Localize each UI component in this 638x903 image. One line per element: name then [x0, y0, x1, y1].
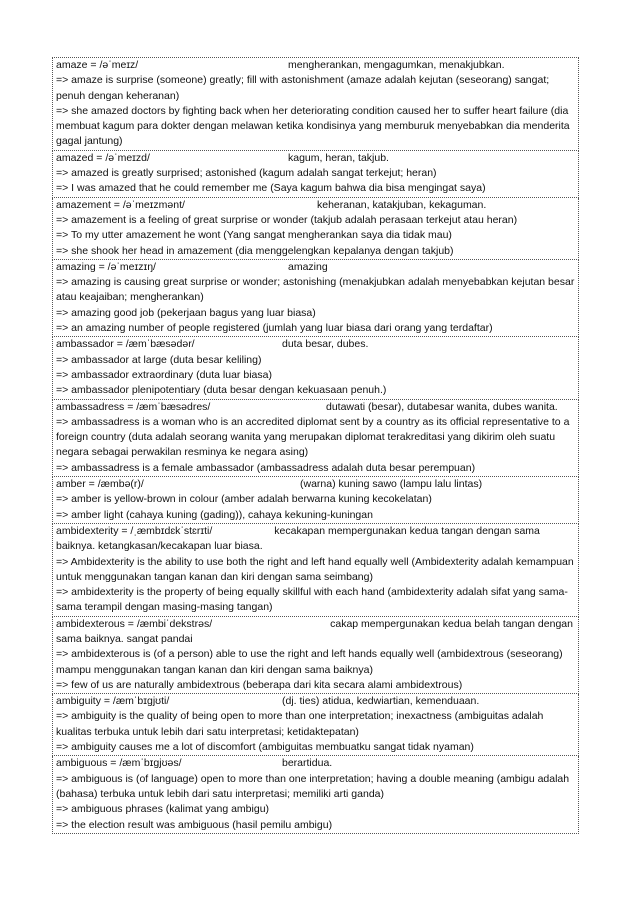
entry-example: => she amazed doctors by fighting back when her deteriorating condition caused her to suffer heart failure (dia membuat kagum para dokter dengan melawan ketika kondisinya yang memburuk menyebabkan dia menderita gagal jantung): [56, 104, 570, 148]
entry-meaning: (dj. ties) atidua, kedwiartian, kemenduaan.: [282, 695, 480, 708]
entry-example: => an amazing number of people registered (jumlah yang luar biasa dari orang yang terdaftar): [56, 322, 493, 335]
entry-example: => Ambidexterity is the ability to use both the right and left hand equally well (Ambidexterity adalah kemampuan untuk menggunakan tangan kanan dan kiri dengan sama seimbang): [56, 555, 574, 583]
entry-meaning: kagum, heran, takjub.: [288, 151, 389, 164]
entry-example: => I was amazed that he could remember me (Saya kagum bahwa dia bisa mengingat saya): [56, 182, 486, 195]
entry-meaning: amazing: [288, 260, 328, 273]
entry-example: => the election result was ambiguous (hasil pemilu ambigu): [56, 818, 333, 831]
entry-ambassadress: [52, 400, 579, 477]
entry-headline: [56, 198, 576, 213]
entry-headword: amazement = /əˈmeɪzmənt/: [56, 198, 185, 211]
entry-headword: ambiguous = /æmˈbɪgjʊəs/: [56, 757, 182, 770]
entry-headline: [56, 337, 576, 352]
entry-headline: [56, 151, 576, 166]
entry-headword: amber = /æmbə(r)/: [56, 478, 144, 491]
entry-headline: [56, 756, 576, 771]
entry-ambiguity: [52, 694, 579, 756]
entry-headline: [56, 260, 576, 275]
entry-example: => ambassador extraordinary (duta luar biasa): [56, 368, 272, 381]
entry-headline: [56, 58, 576, 73]
entry-example: => amazed is greatly surprised; astonished (kagum adalah sangat terkejut; heran): [56, 167, 437, 180]
entry-meaning: kecakapan mempergunakan kedua tangan dengan sama baiknya. ketangkasan/kecakapan luar biasa.: [56, 524, 540, 553]
entry-amber: [52, 477, 579, 524]
entry-headword: ambassadress = /æmˈbæsədres/: [56, 400, 211, 413]
entry-headword: ambiguity = /æmˈbɪgjʊti/: [56, 695, 170, 708]
entry-headline: [56, 617, 576, 648]
entry-example: => ambiguous is (of language) open to more than one interpretation; having a double meaning (ambigu adalah (bahasa) terbuka untuk lebih dari satu interpretasi; memiliki arti ganda): [56, 772, 570, 800]
entry-headword: amazing = /əˈmeɪzɪŋ/: [56, 260, 156, 273]
entry-meaning: keheranan, katakjuban, kekaguman.: [317, 198, 487, 211]
entry-example: => ambidexterity is the property of being equally skillful with each hand (ambidexterity adalah sifat yang sama-sama terampil dengan masing-masing tangan): [56, 586, 568, 614]
entry-example: => few of us are naturally ambidextrous (beberapa dari kita secara alami ambidextrous): [56, 678, 463, 691]
entry-meaning: duta besar, dubes.: [282, 338, 369, 351]
dictionary-document: [52, 57, 579, 834]
entry-amazement: [52, 198, 579, 260]
entry-example: => amber is yellow-brown in colour (amber adalah berwarna kuning kecokelatan): [56, 493, 432, 506]
entry-example: => amazement is a feeling of great surprise or wonder (takjub adalah perasaan terkejut atau heran): [56, 213, 518, 226]
entry-headword: ambassador = /æmˈbæsədər/: [56, 338, 195, 351]
entry-headline: [56, 524, 576, 555]
entry-example: => ambidexterous is (of a person) able to use the right and left hands equally well (ambidextrous (seseorang) mampu menggunakan tangan kanan dan kiri dengan sama baiknya): [56, 648, 563, 676]
entry-meaning: mengherankan, mengagumkan, menakjubkan.: [288, 59, 505, 71]
entry-meaning: berartidua.: [282, 757, 333, 770]
entry-example: => ambassador plenipotentiary (duta besar dengan kekuasaan penuh.): [56, 384, 387, 397]
entry-meaning: cakap mempergunakan kedua belah tangan dengan sama baiknya. sangat pandai: [56, 617, 573, 645]
entry-headword: ambidexterity = /ˌæmbɪdɛkˈstɛrɪti/: [56, 524, 213, 537]
entry-example: => ambassadress is a female ambassador (ambassadress adalah duta besar perempuan): [56, 461, 476, 474]
entry-headline: [56, 400, 576, 415]
entry-example: => ambiguity causes me a lot of discomfort (ambiguitas membuatku sangat tidak nyaman): [56, 741, 474, 754]
entry-headword: ambidexterous = /æmbiˈdekstrəs/: [56, 617, 213, 630]
entry-example: => ambassadress is a woman who is an accredited diplomat sent by a country as its official representative to a foreign country (duta adalah seorang wanita yang merupakan diplomat terakreditasi yang dikirim oleh suatu negara sebagai perwakilan resminya ke negara asing): [56, 415, 570, 459]
entry-headline: [56, 477, 576, 492]
entry-example: => amber light (cahaya kuning (gading)), cahaya kekuning-kuningan: [56, 508, 373, 521]
entry-example: => amazing good job (pekerjaan bagus yang luar biasa): [56, 306, 316, 319]
entry-example: => ambiguous phrases (kalimat yang ambigu): [56, 803, 270, 816]
entry-meaning: (warna) kuning sawo (lampu lalu lintas): [300, 478, 483, 491]
entry-amaze: [52, 58, 579, 151]
entry-example: => ambassador at large (duta besar keliling): [56, 353, 262, 366]
entry-example: => To my utter amazement he wont (Yang sangat mengherankan saya dia tidak mau): [56, 229, 452, 242]
entry-headword: amaze = /əˈmeɪz/: [56, 59, 139, 71]
entry-headline: [56, 694, 576, 709]
entry-ambiguous: [52, 756, 579, 833]
entry-example: => amaze is surprise (someone) greatly; fill with astonishment (amaze adalah kejutan (seseorang) sangat; penuh dengan keheranan): [56, 74, 550, 102]
entry-ambassador: [52, 337, 579, 399]
entry-ambidexterous: [52, 617, 579, 694]
entry-amazing: [52, 260, 579, 337]
entry-example: => she shook her head in amazement (dia menggelengkan kepalanya dengan takjub): [56, 244, 454, 257]
entry-meaning: dutawati (besar), dutabesar wanita, dubes wanita.: [326, 400, 558, 413]
entry-ambidexterity: [52, 524, 579, 617]
entry-amazed: [52, 151, 579, 198]
entry-example: => amazing is causing great surprise or wonder; astonishing (menakjubkan adalah menyebabkan kejutan besar atau keajaiban; mengherankan): [56, 276, 575, 304]
entry-example: => ambiguity is the quality of being open to more than one interpretation; inexactness (ambiguitas adalah kualitas terbuka untuk lebih dari satu interpretasi; ketidaktepatan): [56, 710, 544, 738]
entry-headword: amazed = /əˈmeɪzd/: [56, 151, 150, 164]
